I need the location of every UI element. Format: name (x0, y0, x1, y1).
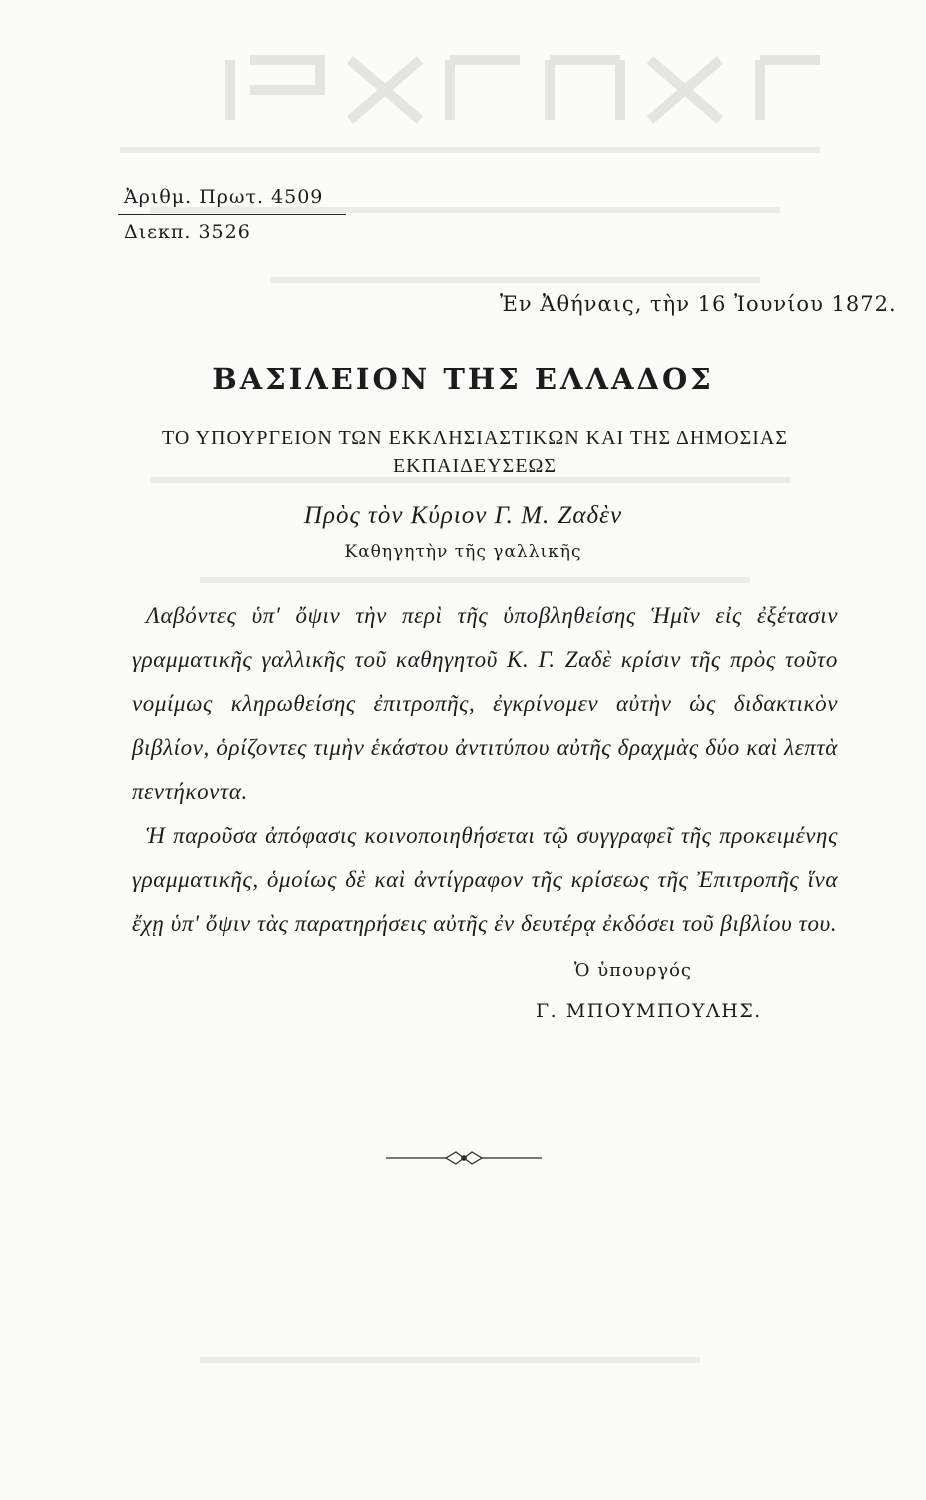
ministry-heading: ΤΟ ΥΠΟΥΡΓΕΙΟΝ ΤΩΝ ΕΚΚΛΗΣΙΑΣΤΙΚΩΝ ΚΑΙ ΤΗΣ ΔΗΜΟΣΙΑΣ ΕΚΠΑΙΔΕΥΣΕΩΣ (162, 427, 788, 477)
addressee: Πρὸς τὸν Κύριον Γ. Μ. Ζαδὲν (303, 502, 623, 529)
dateline: Ἐν Ἀθήναις, τὴν 16 Ἰουνίου 1872. (500, 292, 897, 316)
paragraph: Λαβόντες ὑπ' ὄψιν τὴν περὶ τῆς ὑποβληθείσης Ἡμῖν εἰς ἐξέτασιν γραμματικῆς γαλλικῆς τοῦ καθηγητοῦ Κ. Γ. Ζαδὲ κρίσιν τῆς πρὸς τοῦτο νομίμως κληρωθείσης ἐπιτροπῆς, ἐγκρίνομεν αὐτὴν ὡς διδακτικὸν βιβλίον, ὁρίζοντες τιμὴν ἑκάστου ἀντιτύπου αὐτῆς δραχμὰς δύο καὶ λεπτὰ πεντήκοντα. (132, 603, 838, 804)
signoff: Ὁ ὑπουργός (574, 960, 692, 981)
reference-numbers (118, 186, 350, 243)
addressee-title: Καθηγητὴν τῆς γαλλικῆς (344, 542, 582, 562)
divider-ornament-icon (384, 1146, 544, 1170)
signatory: Γ. ΜΠΟΥΜΠΟΥΛΗΣ. (536, 1000, 762, 1022)
paragraph: Ἡ παροῦσα ἀπόφασις κοινοποιηθήσεται τῷ συγγραφεῖ τῆς προκειμένης γραμματικῆς, ὁμοίως δὲ καὶ ἀντίγραφον τῆς κρίσεως τῆς Ἐπιτροπῆς ἵνα ἔχῃ ὑπ' ὄψιν τὰς παρατηρήσεις αὐτῆς ἐν δευτέρᾳ ἐκδόσει τοῦ βιβλίου του. (132, 823, 838, 936)
reference-divider (118, 214, 346, 215)
protocol-number: Ἀριθμ. Πρωτ. 4509 (124, 186, 324, 208)
letter-body (132, 594, 838, 946)
dispatch-number: Διεκπ. 3526 (124, 221, 251, 243)
kingdom-heading: ΒΑΣΙΛΕΙΟΝ ΤΗΣ ΕΛΛΑΔΟΣ (212, 362, 714, 396)
